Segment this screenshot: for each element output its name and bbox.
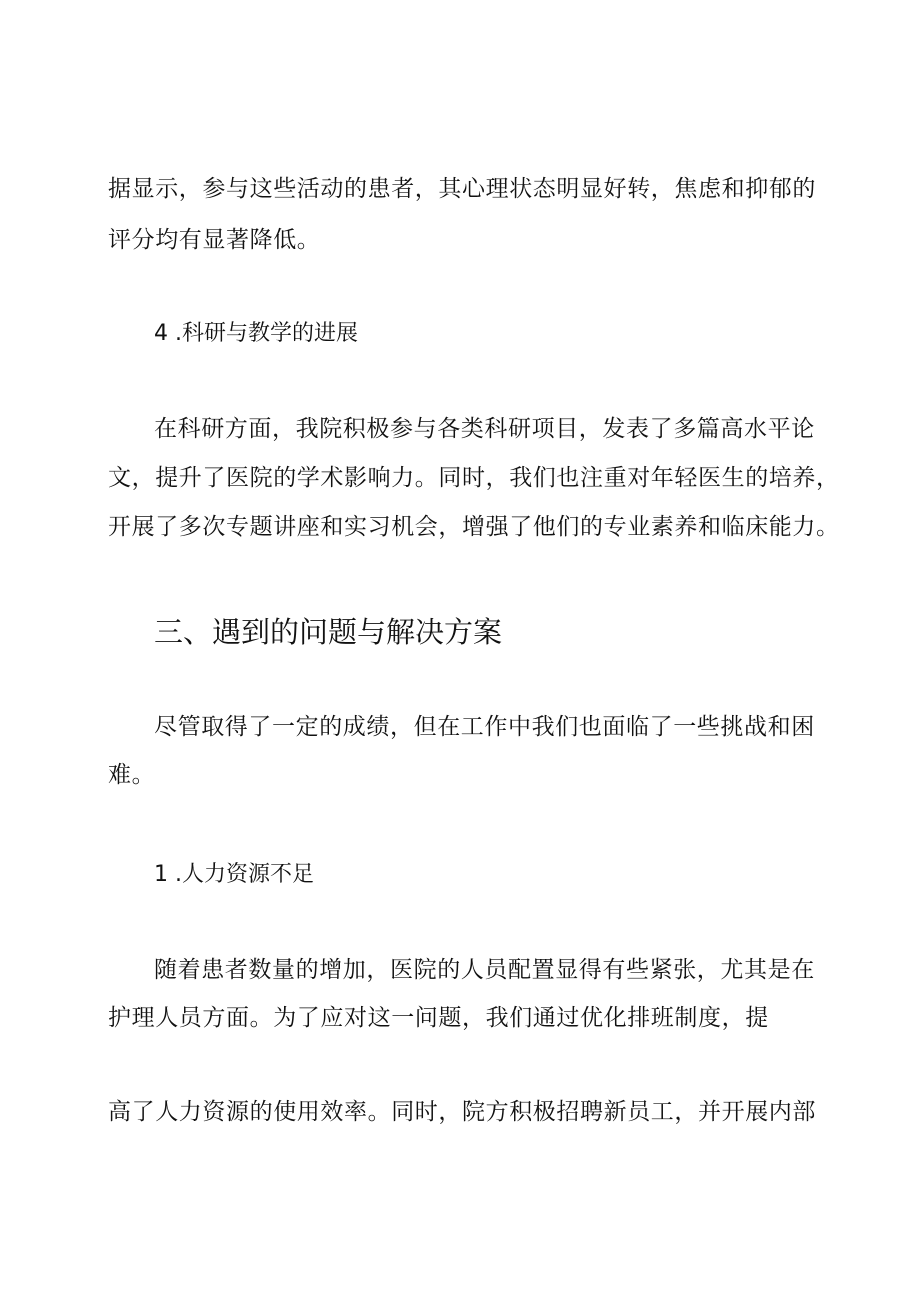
paragraph-research-line-1: 在科研方面，我院积极参与各类科研项目，发表了多篇高水平论 xyxy=(154,416,815,442)
heading-research-teaching: 4 .科研与教学的进展 xyxy=(154,321,358,346)
paragraph-challenges-line-2: 难。 xyxy=(108,762,156,788)
heading-human-resources: 1 .人力资源不足 xyxy=(154,862,314,887)
paragraph-hr-line-2: 护理人员方面。为了应对这一问题，我们通过优化排班制度，提 xyxy=(108,1005,769,1031)
section-heading-problems: 三、遇到的问题与解决方案 xyxy=(154,615,503,649)
paragraph-research-line-3: 开展了多次专题讲座和实习机会，增强了他们的专业素养和临床能力。 xyxy=(108,514,840,540)
paragraph-hr-line-3: 高了人力资源的使用效率。同时，院方积极招聘新员工，并开展内部 xyxy=(108,1099,816,1125)
paragraph-challenges-line-1: 尽管取得了一定的成绩，但在工作中我们也面临了一些挑战和困 xyxy=(154,714,815,740)
paragraph-research-line-2: 文，提升了医院的学术影响力。同时，我们也注重对年轻医生的培养， xyxy=(108,465,840,491)
paragraph-hr-line-1: 随着患者数量的增加，医院的人员配置显得有些紧张，尤其是在 xyxy=(154,957,815,983)
paragraph-intro-line-2: 评分均有显著降低。 xyxy=(108,227,321,253)
paragraph-intro-line-1: 据显示，参与这些活动的患者，其心理状态明显好转，焦虑和抑郁的 xyxy=(108,176,816,202)
